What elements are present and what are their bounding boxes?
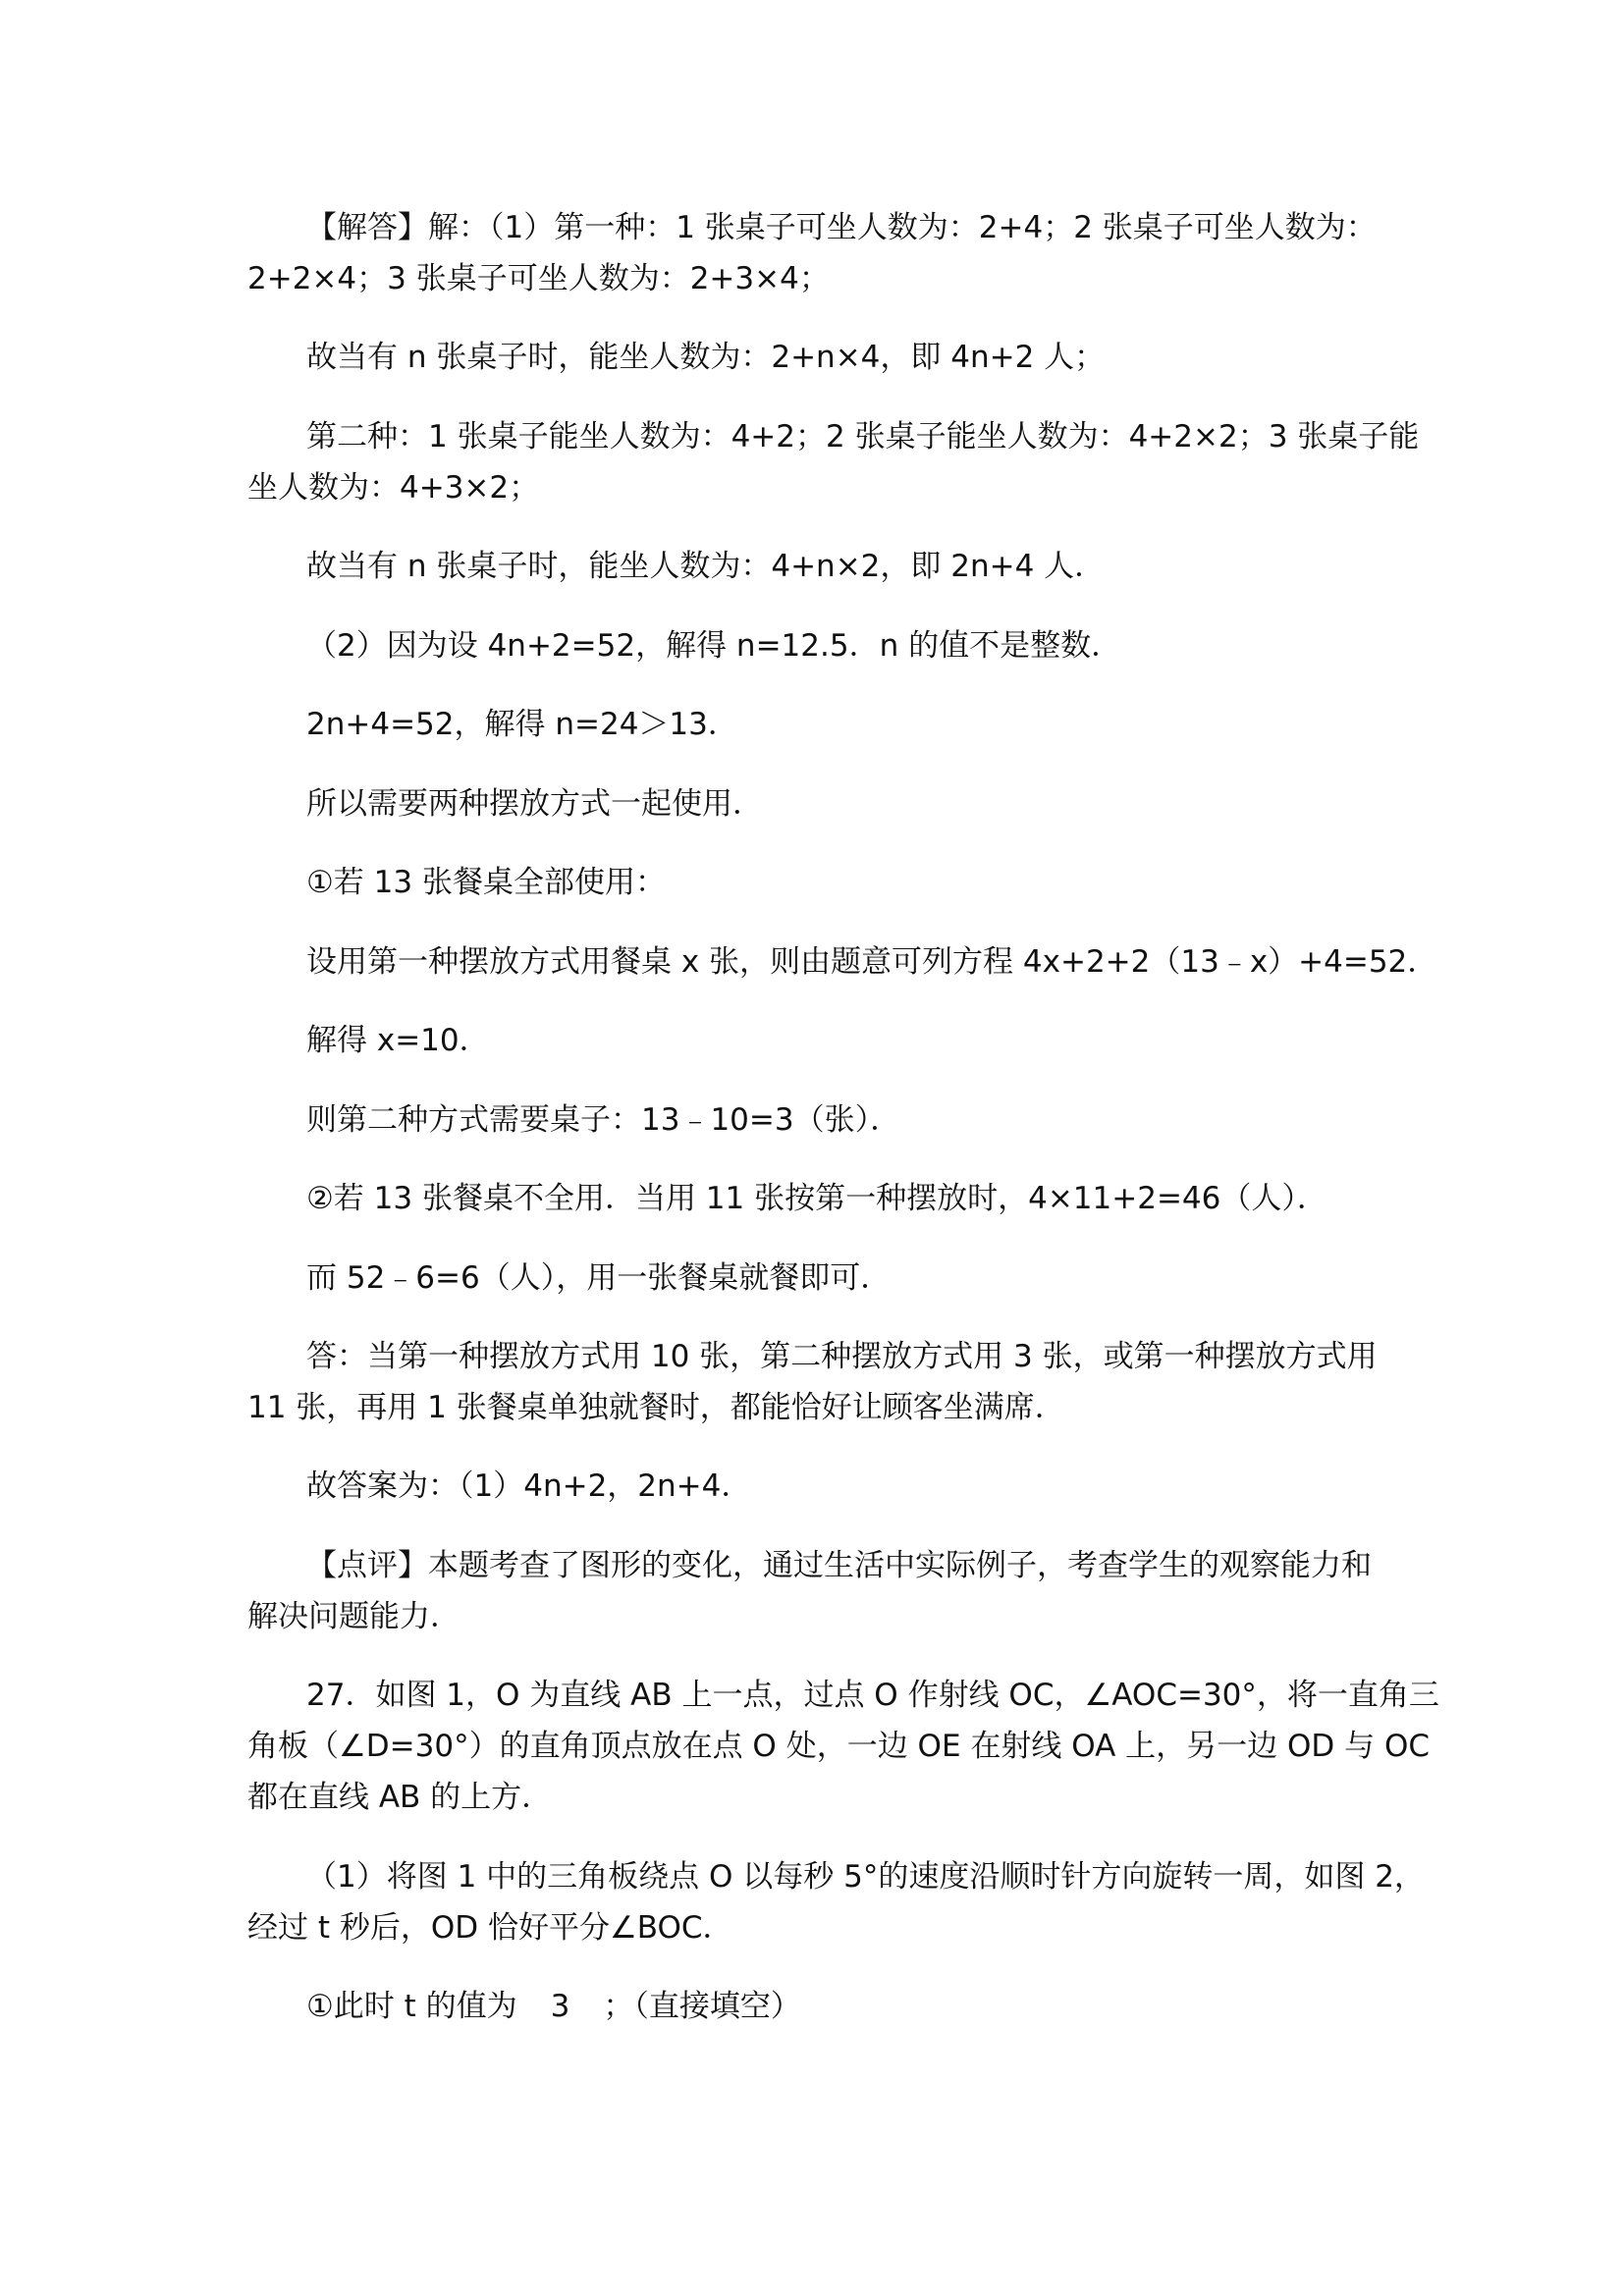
text-line: ①若 13 张餐桌全部使用：: [306, 865, 666, 900]
text-line: 27．如图 1，O 为直线 AB 上一点，过点 O 作射线 OC，∠AOC=30°，将一直角三: [306, 1678, 1439, 1713]
text-line: 【点评】本题考查了图形的变化，通过生活中实际例子，考查学生的观察能力和: [306, 1548, 1372, 1583]
answer-prefix: ①此时 t 的值为: [306, 1989, 517, 2024]
text-line: 设用第一种摆放方式用餐桌 x 张，则由题意可列方程 4x+2+2（13﹣x）+4=52．: [306, 944, 1438, 980]
text-line: 第二种：1 张桌子能坐人数为：4+2；2 张桌子能坐人数为：4+2×2；3 张桌子能: [306, 419, 1420, 454]
text-line: 坐人数为：4+3×2；: [247, 470, 540, 506]
text-line: 11 张，再用 1 张餐桌单独就餐时，都能恰好让顾客坐满席．: [247, 1390, 1065, 1425]
text-line: 解得 x=10．: [306, 1023, 490, 1058]
text-line: ②若 13 张餐桌不全用．当用 11 张按第一种摆放时，4×11+2=46（人）．: [306, 1181, 1327, 1216]
answer-line: [306, 1987, 801, 2026]
text-line: 2n+4=52，解得 n=24＞13．: [306, 707, 738, 742]
answer-suffix: ；（直接填空）: [603, 1989, 801, 2024]
text-line: 都在直线 AB 的上方．: [247, 1780, 553, 1815]
text-line: 故当有 n 张桌子时，能坐人数为：4+n×2，即 2n+4 人．: [306, 549, 1106, 584]
text-line: 则第二种方式需要桌子：13﹣10=3（张）．: [306, 1102, 901, 1138]
text-line: 故当有 n 张桌子时，能坐人数为：2+n×4，即 4n+2 人；: [306, 340, 1106, 375]
answer-value: 3: [550, 1989, 570, 2024]
text-line: 所以需要两种摆放方式一起使用．: [306, 786, 763, 822]
text-line: 而 52﹣6=6（人），用一张餐桌就餐即可．: [306, 1260, 892, 1296]
text-line: 经过 t 秒后，OD 恰好平分∠BOC．: [247, 1910, 733, 1946]
text-line: 答：当第一种摆放方式用 10 张，第二种摆放方式用 3 张，或第一种摆放方式用: [306, 1339, 1378, 1374]
text-line: 解决问题能力．: [247, 1599, 460, 1634]
text-line: （1）将图 1 中的三角板绕点 O 以每秒 5°的速度沿顺时针方向旋转一周，如图 2，: [306, 1859, 1425, 1895]
text-line: 角板（∠D=30°）的直角顶点放在点 O 处，一边 OE 在射线 OA 上，另一边 OD 与 OC: [247, 1729, 1431, 1764]
text-line: （2）因为设 4n+2=52，解得 n=12.5．n 的值不是整数．: [306, 628, 1122, 664]
text-line: 故答案为：（1）4n+2，2n+4．: [306, 1468, 752, 1504]
text-line: 2+2×4；3 张桌子可坐人数为：2+3×4；: [247, 261, 830, 296]
text-line: 【解答】解：（1）第一种：1 张桌子可坐人数为：2+4；2 张桌子可坐人数为：: [306, 210, 1377, 245]
